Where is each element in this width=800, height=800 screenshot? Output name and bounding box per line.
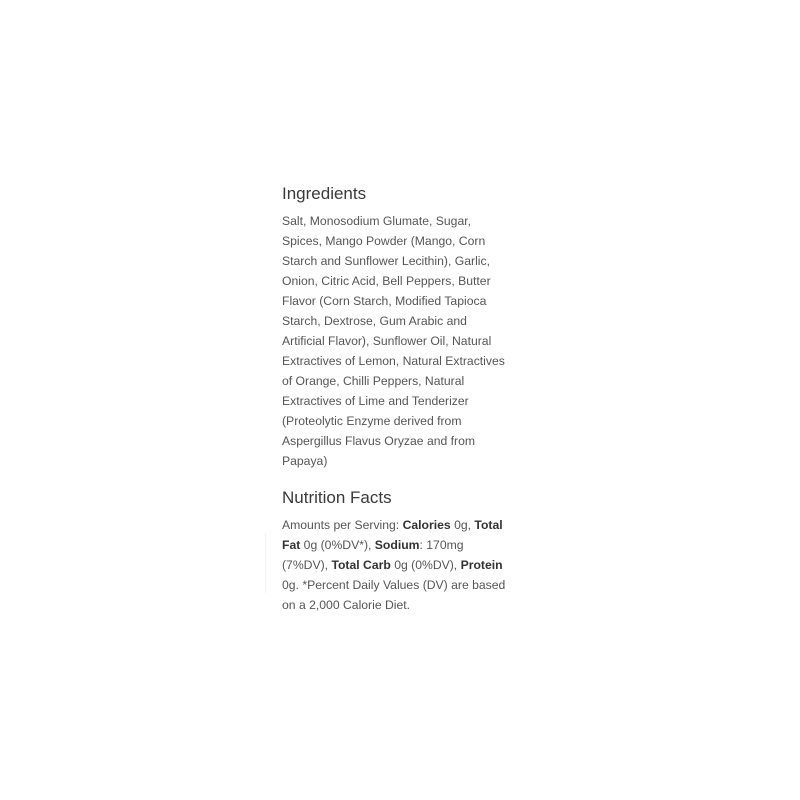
nutrition-intro: Amounts per Serving:: [282, 518, 403, 532]
ingredients-text: Salt, Monosodium Glumate, Sugar, Spices, Mango Powder (Mango, Corn Starch and Sunflower Lecithin), Garlic, Onion, Citric Acid, Bell Peppers, Butter Flavor (Corn Starch, Modified Tapioca Starch, Dextrose, Gum Arabic and Artificial Flavor), Sunflower Oil, Natural Extractives of Lemon, Natural Extractives of Orange, Chilli Peppers, Natural Extractives of Lime and Tenderizer (Proteolytic Enzyme derived from Aspergillus Flavus Oryzae and from Papaya): [282, 214, 505, 468]
product-details: [282, 183, 510, 615]
nutrition-text: [282, 515, 510, 615]
sodium-value: : 170mg (7%DV),: [282, 538, 464, 572]
protein-label: Protein: [460, 558, 503, 572]
calories-label: Calories: [402, 518, 451, 532]
ingredients-heading: Ingredients: [282, 184, 367, 203]
carb-label: Total Carb: [331, 558, 391, 572]
calories-value: 0g,: [450, 518, 475, 532]
protein-value: 0g.: [282, 578, 303, 592]
fat-label: Total Fat: [282, 518, 503, 552]
nutrition-heading: Nutrition Facts: [282, 488, 392, 507]
dv-footnote: *Percent Daily Values (DV) are based on a 2,000 Calorie Diet.: [282, 578, 506, 612]
fat-value: 0g (0%DV*),: [300, 538, 375, 552]
carb-value: 0g (0%DV),: [390, 558, 461, 572]
sodium-label: Sodium: [374, 538, 420, 552]
divider: [265, 533, 266, 593]
